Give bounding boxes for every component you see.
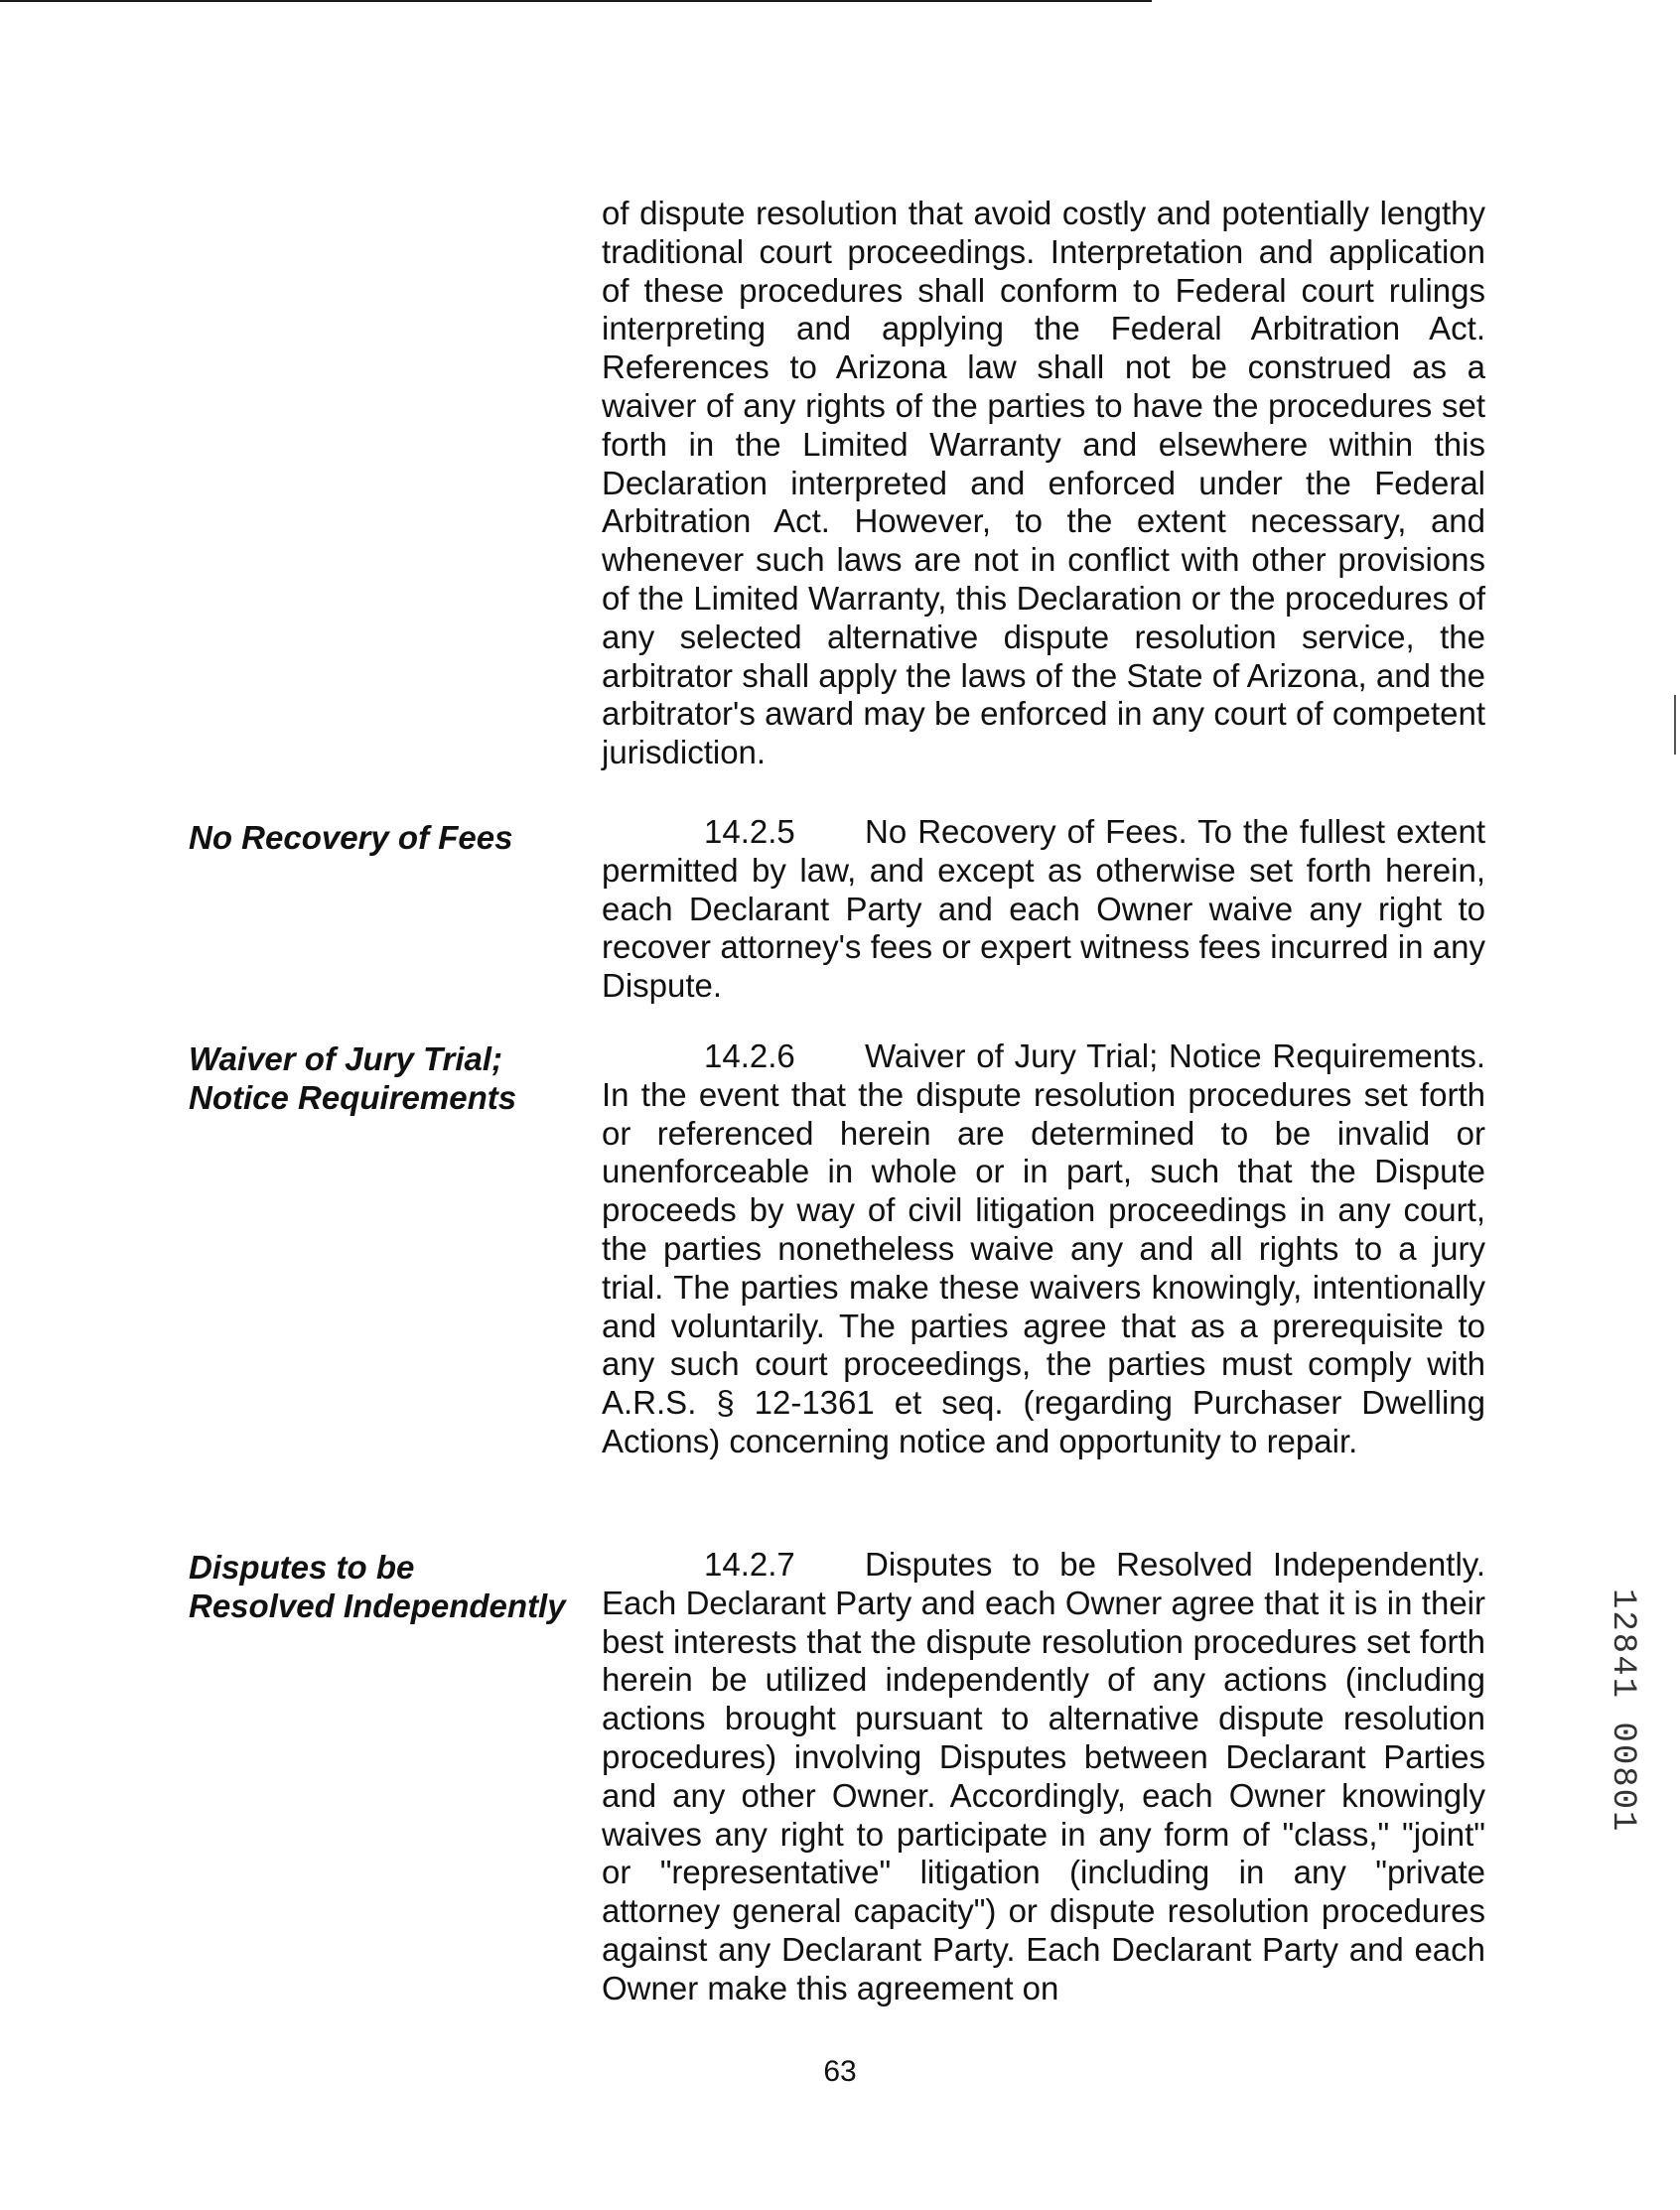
heading-text: No Recovery of Fees: [189, 819, 513, 856]
heading-line: Disputes to be: [189, 1549, 415, 1586]
section-number: 14.2.5: [704, 813, 795, 850]
paragraph-14-2-5: [602, 813, 1485, 1006]
heading-line: Notice Requirements: [189, 1078, 517, 1116]
continuation-paragraph: of dispute resolution that avoid costly and potentially lengthy traditional court proceedings. Interpretation and application of these procedures shall conform to Federal court rulings interpreting and applying the Federal Arbitration Act. References to Arizona law shall not be construed as a waiver of any rights of the parties to have the procedures set forth in the Limited Warranty and elsewhere within this Declaration interpreted and enforced under the Federal Arbitration Act. However, to the extent necessary, and whenever such laws are not in conflict with other provisions of the Limited Warranty, this Declaration or the procedures of any selected alternative dispute resolution service, the arbitrator shall apply the laws of the State of Arizona, and the arbitrator's award may be enforced in any court of competent jurisdiction.: [602, 195, 1485, 771]
heading-line: Resolved Independently: [189, 1587, 566, 1624]
section-number: 14.2.6: [704, 1037, 795, 1074]
section-text: Waiver of Jury Trial; Notice Requirements. In the event that the dispute resolution procedures set forth or referenced herein are determined to be invalid or unenforceable in whole or in part, such that the Dispute proceeds by way of civil litigation proceedings in any court, the parties nonetheless waive any and all rights to a jury trial. The parties make these waivers knowingly, intentionally and voluntarily. The parties agree that as a prerequisite to any such court proceedings, the parties must comply with A.R.S. § 12-1361 et seq. (regarding Purchaser Dwelling Actions) concerning notice and opportunity to repair.: [602, 1037, 1485, 1459]
margin-heading-jury-waiver: [189, 1040, 586, 1118]
heading-line: Waiver of Jury Trial;: [189, 1040, 503, 1077]
paragraph-14-2-6: [602, 1037, 1485, 1461]
scan-edge-mark: [1674, 695, 1676, 755]
margin-heading-independent: [189, 1549, 586, 1626]
bates-stamp: 12841 00801: [1604, 1588, 1641, 1834]
section-number: 14.2.7: [704, 1546, 795, 1583]
top-rule: [0, 0, 1152, 2]
page-number: 63: [823, 2055, 857, 2088]
section-text: No Recovery of Fees. To the fullest extent permitted by law, and except as otherwise set forth herein, each Declarant Party and each Owner waive any right to recover attorney's fees or expert witness fees incurred in any Dispute.: [602, 813, 1485, 1005]
section-text: Disputes to be Resolved Independently. Each Declarant Party and each Owner agree that it is in their best interests that the dispute resolution procedures set forth herein be utilized independently of any actions (including actions brought pursuant to alternative dispute resolution procedures) involving Disputes between Declarant Parties and any other Owner. Accordingly, each Owner knowingly waives any right to participate in any form of "class," "joint" or "representative" litigation (including in any "private attorney general capacity") or dispute resolution procedures against any Declarant Party. Each Declarant Party and each Owner make this agreement on: [602, 1546, 1485, 2006]
margin-heading-no-recovery: [189, 819, 586, 858]
paragraph-14-2-7: [602, 1546, 1485, 2008]
